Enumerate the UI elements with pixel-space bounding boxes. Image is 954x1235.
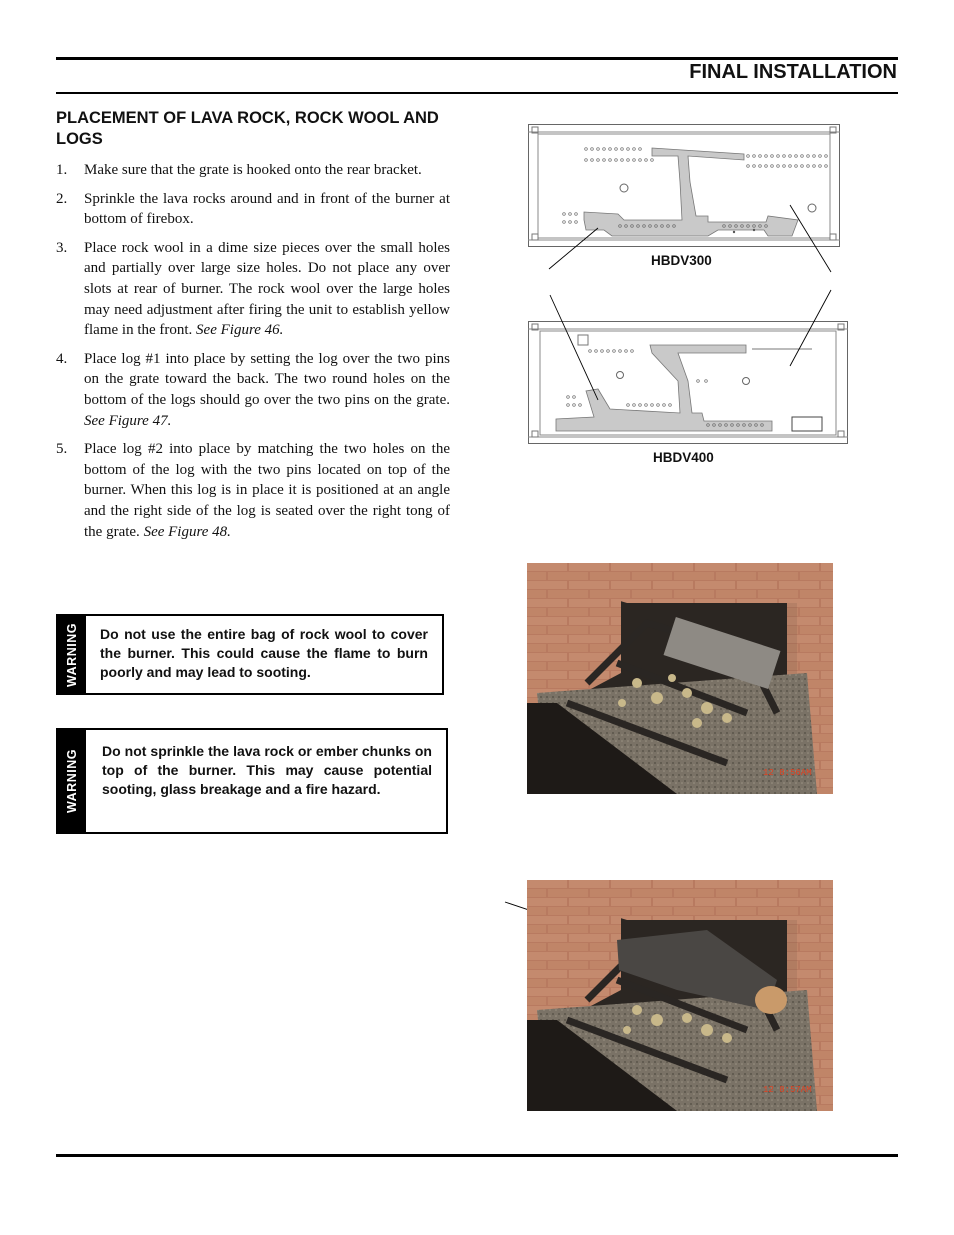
warning-box-lava-rock	[56, 728, 448, 834]
figure-reference: See Figure 48.	[143, 523, 231, 540]
header-rule-top	[56, 57, 898, 60]
photo-timestamp: 12 8:56AM	[763, 768, 812, 778]
burner-diagram-hbdv300	[528, 124, 840, 248]
warning-tab: WARNING	[58, 730, 86, 832]
burner-diagram-hbdv400	[528, 321, 848, 445]
figure-reference: See Figure 47.	[84, 412, 172, 429]
firebox-photo-rock-wool	[527, 563, 833, 794]
footer-rule	[56, 1154, 898, 1157]
section-title: PLACEMENT OF LAVA ROCK, ROCK WOOL AND LOGS	[56, 109, 439, 148]
list-item: 2. Sprinkle the lava rocks around and in front of the burner at bottom of firebox.	[56, 190, 450, 228]
page-title: FINAL INSTALLATION	[689, 61, 897, 83]
warning-text: Do not sprinkle the lava rock or ember chunks on top of the burner. This may cause potential sooting, glass breakage and a fire hazard.	[102, 743, 432, 797]
figure-label-hbdv300: HBDV300	[651, 253, 712, 268]
list-item: 3. Place rock wool in a dime size pieces over the small holes and partially over large size holes. Do not place any over slots at rear of burner. The rock wool over the large holes may need adjustment after firing the unit to establish yellow flame in the front. See Figure 46.	[56, 239, 450, 339]
figure-reference: See Figure 46.	[196, 322, 284, 339]
list-item: 5. Place log #2 into place by matching the two holes on the bottom of the log with the two pins located on top of the burner. When this log is in place it is positioned at an angle and the right side of the log is seated over the right tong of the grate. See Figure 48.	[56, 441, 450, 540]
warning-text: Do not use the entire bag of rock wool to cover the burner. This could cause the flame to burn poorly and may lead to sooting.	[100, 626, 428, 680]
instruction-list	[56, 160, 450, 550]
warning-tab: WARNING	[58, 616, 86, 693]
photo-timestamp: 12 8:57AM	[763, 1085, 812, 1095]
warning-box-rock-wool	[56, 614, 444, 695]
header-rule	[56, 92, 898, 94]
firebox-photo-logs	[527, 880, 833, 1111]
list-item: 4. Place log #1 into place by setting the log over the two pins on the grate toward the back. The two round holes on the bottom of the logs should go over the two pins on the grate. See Figure 47.	[56, 350, 450, 429]
list-item: 1. Make sure that the grate is hooked onto the rear bracket.	[56, 162, 422, 178]
figure-label-hbdv400: HBDV400	[653, 450, 714, 465]
